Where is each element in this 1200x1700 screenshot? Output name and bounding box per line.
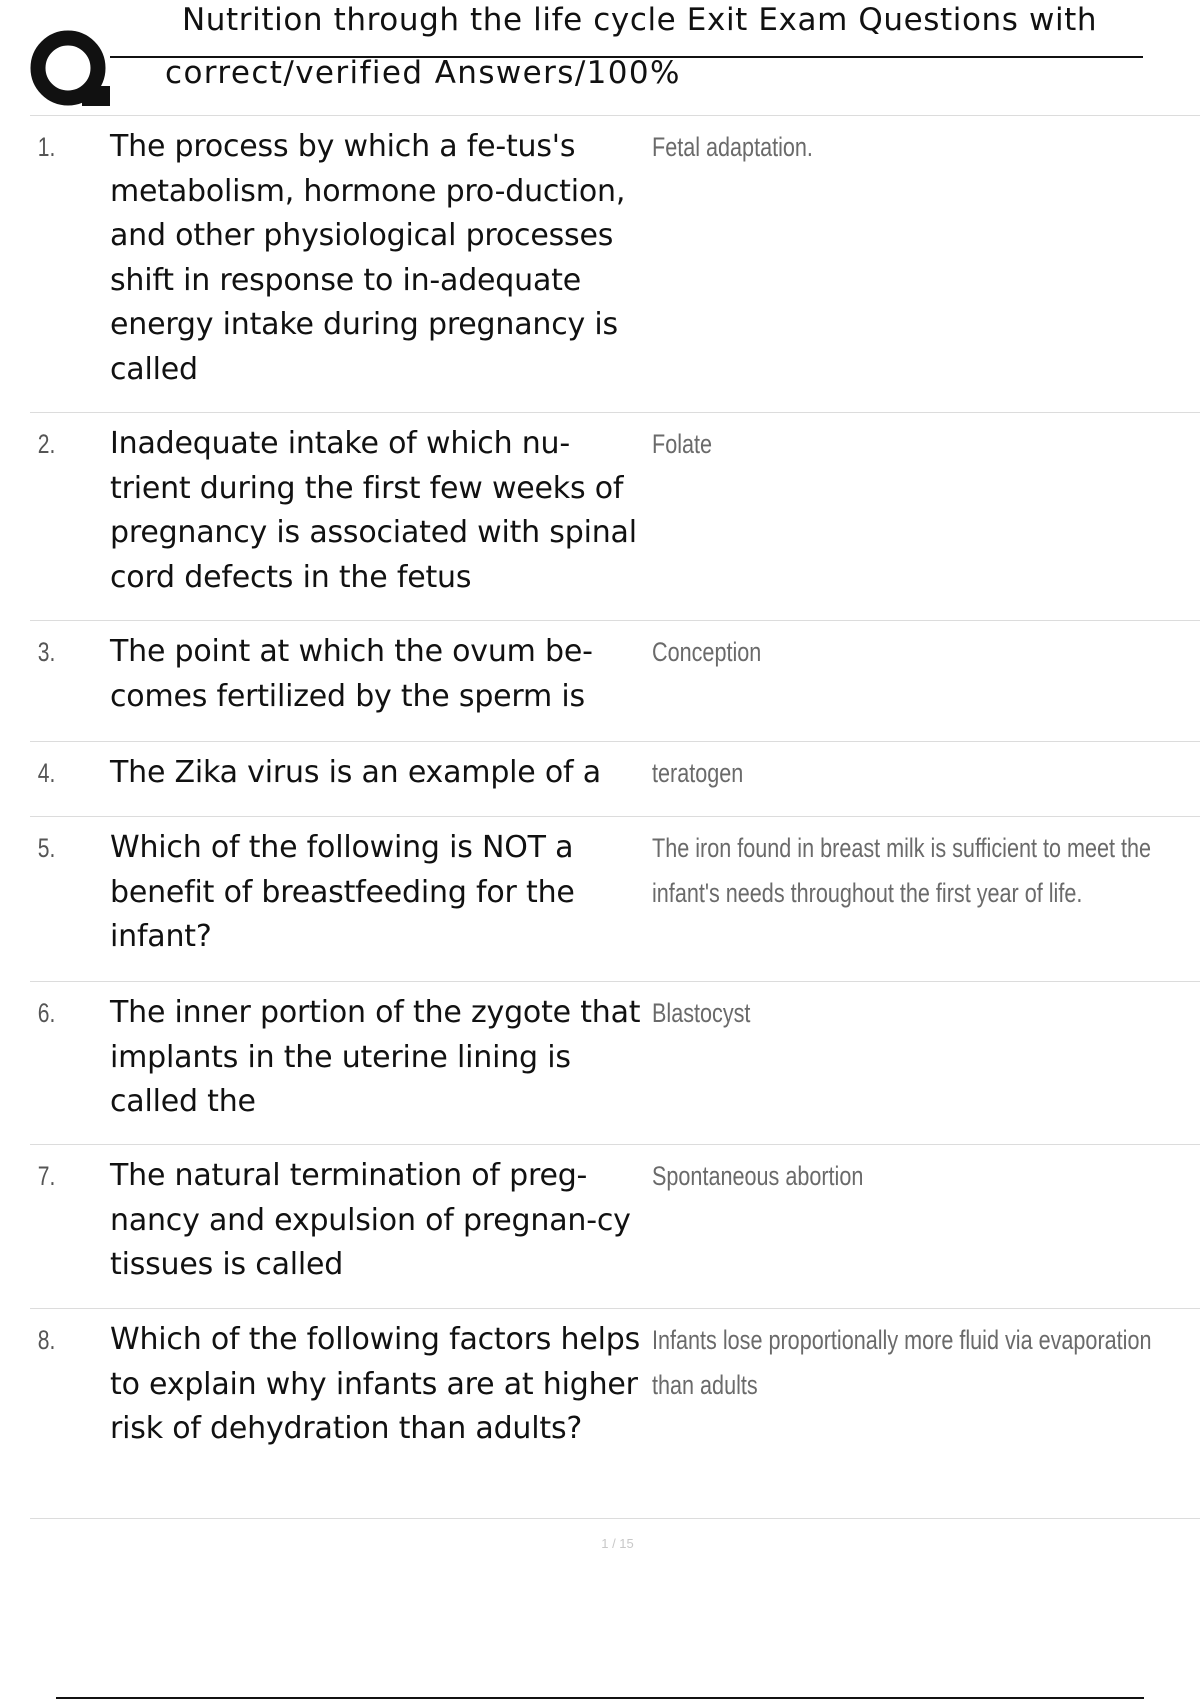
answer-text (650, 125, 1200, 170)
answer-text (650, 751, 1200, 796)
question-number: 1. (37, 132, 56, 162)
answer-label: Spontaneous abortion (652, 1161, 864, 1191)
qa-row-2 (30, 413, 1200, 621)
qa-row-6 (30, 982, 1200, 1145)
question-number: 5. (37, 833, 56, 863)
qa-row-7 (30, 1145, 1200, 1309)
answer-label: Blastocyst (652, 998, 751, 1028)
answer-text (650, 630, 1200, 675)
answer-label: Folate (652, 429, 713, 459)
answer-label: Fetal adaptation. (652, 132, 813, 162)
question-number: 2. (37, 429, 56, 459)
question-text: The Zika virus is an example of a (110, 755, 601, 790)
answer-text (650, 1318, 1200, 1407)
question-text: The natural termination of preg-nancy and expulsion of pregnan-cy tissues is called (110, 1158, 631, 1282)
question-text: The point at which the ovum be-comes fertilized by the sperm is (110, 634, 593, 714)
qa-row-1 (30, 116, 1200, 413)
question-text: The inner portion of the zygote that implants in the uterine lining is called the (110, 995, 641, 1119)
question-text: Which of the following factors helps to explain why infants are at higher risk of dehydration than adults? (110, 1322, 641, 1446)
footer-rule (56, 1697, 1144, 1699)
qa-row-5 (30, 817, 1200, 982)
qa-row-3 (30, 621, 1200, 742)
question-text: Inadequate intake of which nu-trient during the first few weeks of pregnancy is associated with spinal cord defects in the fetus (110, 426, 637, 595)
answer-label: The iron found in breast milk is sufficient to meet the infant's needs throughout the first year of life. (652, 833, 1152, 908)
qa-row-4 (30, 742, 1200, 817)
answer-text (650, 826, 1200, 915)
document-title-line-1: Nutrition through the life cycle Exit Exam Questions with (182, 2, 1098, 38)
q-logo-icon (30, 30, 112, 112)
question-number: 4. (37, 758, 56, 788)
answer-text (650, 422, 1200, 467)
answer-label: Infants lose proportionally more fluid via evaporation than adults (652, 1325, 1152, 1400)
question-text: Which of the following is NOT a benefit of breastfeeding for the infant? (110, 830, 575, 954)
answer-text (650, 991, 1200, 1036)
document-title-line-2: correct/verified Answers/100% (165, 55, 681, 91)
answer-label: teratogen (652, 758, 744, 788)
question-number: 3. (37, 637, 56, 667)
qa-list (30, 116, 1200, 1519)
question-text: The process by which a fe-tus's metabolism, hormone pro-duction, and other physiological processes shift in response to in-adequate energy intake during pregnancy is called (110, 129, 626, 387)
question-number: 8. (37, 1325, 56, 1355)
question-number: 7. (37, 1161, 56, 1191)
qa-row-8 (30, 1309, 1200, 1519)
answer-label: Conception (652, 637, 762, 667)
question-number: 6. (37, 998, 56, 1028)
page-indicator: 1 / 15 (601, 1536, 634, 1551)
answer-text (650, 1154, 1200, 1199)
